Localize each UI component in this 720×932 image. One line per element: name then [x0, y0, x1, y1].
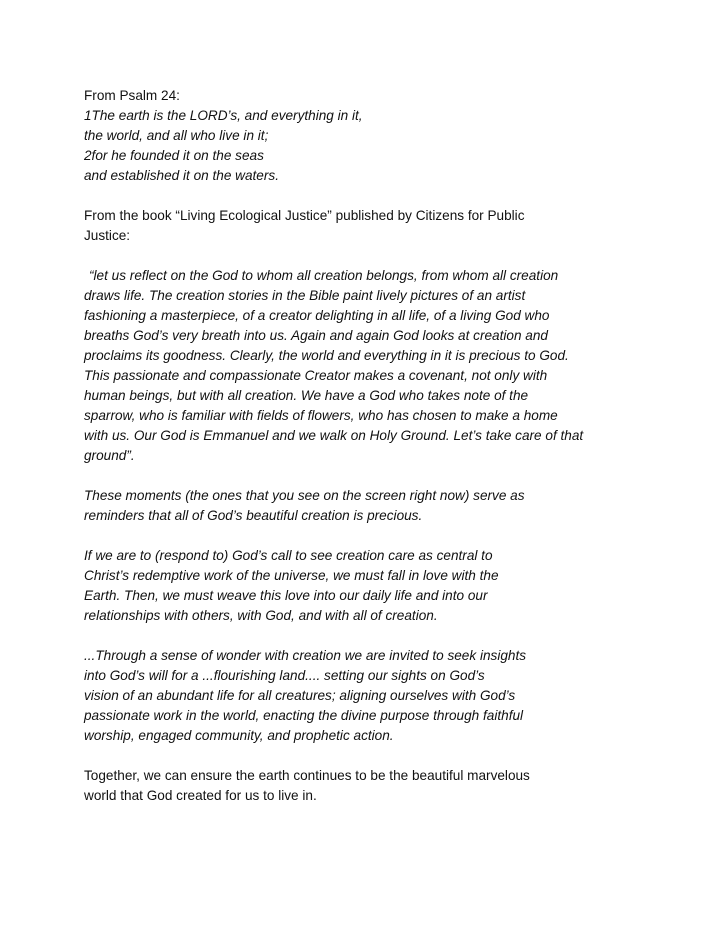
quote-line: “let us reflect on the God to whom all creation belongs, from whom all creation [89, 268, 559, 283]
psalm-verse-line: 1The earth is the LORD’s, and everything in it, [84, 108, 363, 123]
book-intro-line: From the book “Living Ecological Justice” published by Citizens for Public [84, 208, 525, 223]
quote-line: human beings, but with all creation. We have a God who takes note of the [84, 388, 529, 403]
wonder-section [84, 646, 640, 746]
closing-section [84, 766, 640, 806]
psalm-section [84, 86, 640, 186]
book-intro-line: Justice: [84, 228, 131, 243]
wonder-line: ...Through a sense of wonder with creation we are invited to seek insights [84, 648, 527, 663]
closing-line: world that God created for us to live in. [84, 788, 317, 803]
respond-line: relationships with others, with God, and with all of creation. [84, 608, 438, 623]
wonder-line: into God’s will for a ...flourishing land.... setting our sights on God’s [84, 668, 485, 683]
quote-line: ground”. [84, 448, 135, 463]
respond-section [84, 546, 640, 626]
psalm-verse-line: and established it on the waters. [84, 168, 279, 183]
wonder-line: passionate work in the world, enacting the divine purpose through faithful [84, 708, 524, 723]
respond-line: Earth. Then, we must weave this love into our daily life and into our [84, 588, 488, 603]
moments-line: reminders that all of God’s beautiful creation is precious. [84, 508, 423, 523]
quote-section [84, 266, 640, 466]
quote-line: fashioning a masterpiece, of a creator delighting in all life, of a living God who [84, 308, 550, 323]
book-intro-section [84, 206, 640, 246]
moments-section [84, 486, 640, 526]
document-page [84, 86, 640, 806]
quote-line: sparrow, who is familiar with fields of flowers, who has chosen to make a home [84, 408, 558, 423]
quote-line: proclaims its goodness. Clearly, the world and everything in it is precious to God. [84, 348, 569, 363]
psalm-verse-line: the world, and all who live in it; [84, 128, 269, 143]
closing-line: Together, we can ensure the earth continues to be the beautiful marvelous [84, 768, 530, 783]
wonder-line: vision of an abundant life for all creatures; aligning ourselves with God’s [84, 688, 516, 703]
respond-line: If we are to (respond to) God’s call to see creation care as central to [84, 548, 493, 563]
quote-line: draws life. The creation stories in the Bible paint lively pictures of an artist [84, 288, 526, 303]
moments-line: These moments (the ones that you see on the screen right now) serve as [84, 488, 525, 503]
wonder-line: worship, engaged community, and prophetic action. [84, 728, 394, 743]
respond-line: Christ’s redemptive work of the universe, we must fall in love with the [84, 568, 499, 583]
quote-line: This passionate and compassionate Creator makes a covenant, not only with [84, 368, 548, 383]
psalm-verse-line: 2for he founded it on the seas [84, 148, 264, 163]
quote-line: with us. Our God is Emmanuel and we walk on Holy Ground. Let’s take care of that [84, 428, 584, 443]
quote-line: breaths God’s very breath into us. Again and again God looks at creation and [84, 328, 548, 343]
psalm-heading: From Psalm 24: [84, 88, 180, 103]
